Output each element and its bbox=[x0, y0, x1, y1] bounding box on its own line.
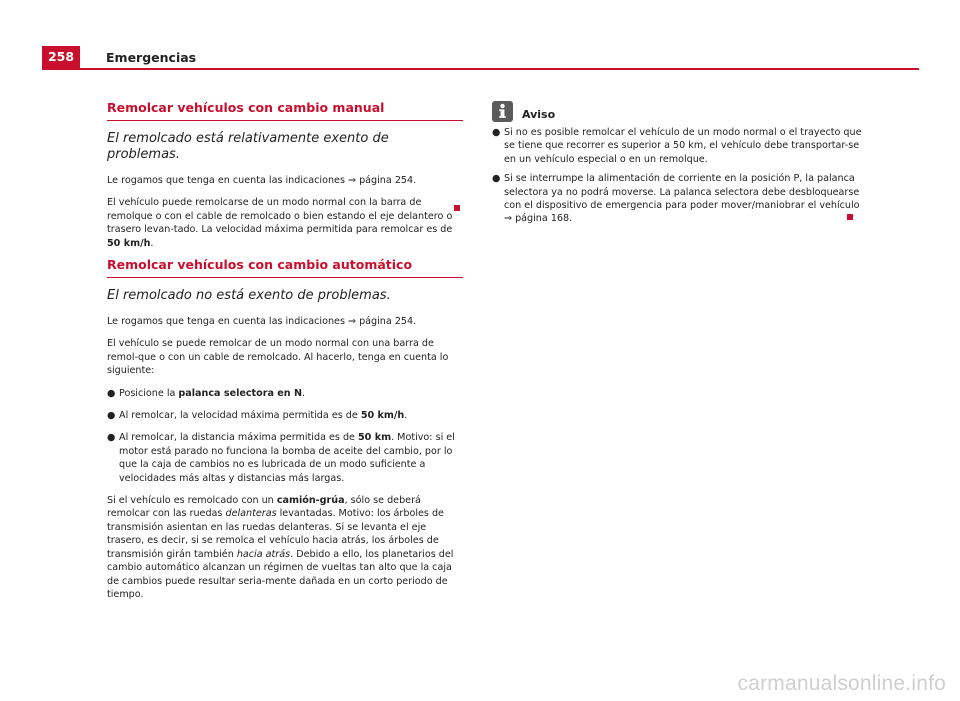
paragraph-manual-2: El vehículo puede remolcarse de un modo normal con la barra de remolque o con el cable de remolcado o bien estando el eje delantero o trasero levan-tado. La velocidad máxima permitida para remolcar es de 50 km/h. bbox=[107, 197, 453, 249]
list-item: ● Al remolcar, la distancia máxima permitida es de 50 km. Motivo: si el motor está parado no funciona la bomba de aceite del cambio, por lo que la caja de cambios no es lubricada de un modo suficiente a velocidades más altas y distancias más largas. bbox=[107, 432, 455, 484]
chapter-title: Emergencias bbox=[106, 50, 197, 65]
section-manual bbox=[107, 101, 463, 250]
list-item: ● Posicione la palanca selectora en N. bbox=[107, 387, 306, 399]
aviso-box bbox=[492, 101, 862, 226]
section-automatic bbox=[107, 258, 463, 601]
paragraph-automatic-3: Si el vehículo es remolcado con un camión-grúa, sólo se deberá remolcar con las ruedas delanteras levantadas. Motivo: los árboles de transmisión asientan en las ruedas delanteras. Si se levanta el eje trasero, es decir, si se remolca el vehículo hacia atrás, los árboles de transmisión girán también hacia atrás. Debido a ello, los planetarios del cambio automático alcanzan un régimen de vueltas tan alto que la caja de cambios puede resultar seria-mente dañada en un corto periodo de tiempo. bbox=[107, 495, 454, 600]
section-end-mark bbox=[847, 214, 853, 220]
paragraph-automatic-2: El vehículo se puede remolcar de un modo normal con una barra de remol-que o con un cable de remolcado. Al hacerlo, tenga en cuenta lo siguiente: bbox=[107, 338, 449, 377]
list-item: ● Si no es posible remolcar el vehículo de un modo normal o el trayecto que se tiene que recorrer es superior a 50 km, el vehículo debe transportar-se en un vehículo especial o en un remolque. bbox=[492, 127, 862, 165]
section-title-manual: Remolcar vehículos con cambio manual bbox=[107, 101, 463, 121]
watermark: carmanualsonline.info bbox=[737, 672, 946, 695]
aviso-header bbox=[492, 101, 862, 123]
paragraph-automatic-1: Le rogamos que tenga en cuenta las indicaciones ⇒ página 254. bbox=[107, 316, 417, 327]
info-icon bbox=[492, 101, 513, 122]
section-end-mark bbox=[454, 205, 460, 211]
paragraph-manual-1: Le rogamos que tenga en cuenta las indicaciones ⇒ página 254. bbox=[107, 175, 417, 186]
page-number: 258 bbox=[42, 46, 80, 68]
page-header bbox=[42, 46, 919, 70]
aviso-label: Aviso bbox=[522, 108, 556, 121]
lead-manual: El remolcado está relativamente exento de problemas. bbox=[107, 131, 389, 162]
section-title-automatic: Remolcar vehículos con cambio automático bbox=[107, 258, 463, 278]
lead-automatic: El remolcado no está exento de problemas. bbox=[107, 288, 391, 303]
list-item: ● Si se interrumpe la alimentación de corriente en la posición P, la palanca selectora ya no podrá moverse. La palanca selectora debe desbloquearse con el dispositivo de emergencia para poder mover/maniobrar el vehículo ⇒ página 168. bbox=[492, 173, 860, 225]
list-item: ● Al remolcar, la velocidad máxima permitida es de 50 km/h. bbox=[107, 410, 408, 422]
